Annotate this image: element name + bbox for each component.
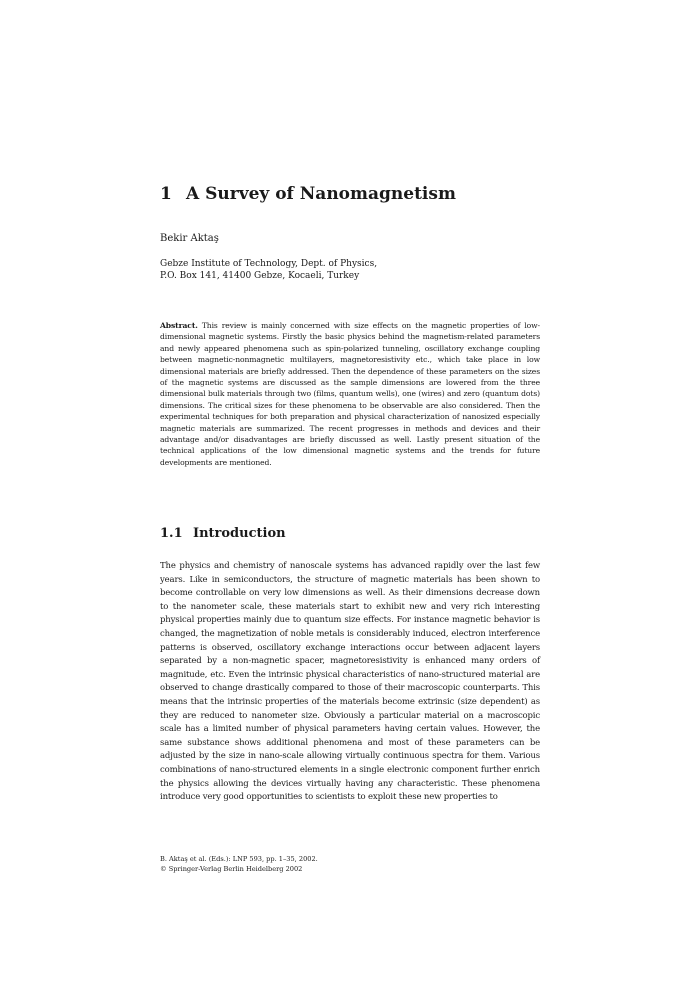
affiliation	[160, 258, 540, 282]
footnote-citation: B. Aktaş et al. (Eds.): LNP 593, pp. 1–35, 2002.	[160, 855, 318, 863]
author-name: Bekir Aktaş	[160, 233, 219, 244]
abstract-text: This review is mainly concerned with size effects on the magnetic properties of low-dimensional magnetic systems. Firstly the basic physics behind the magnetism-related parameters and newly appeared phenomena such as spin-polarized tunneling, oscillatory exchange coupling between magnetic-nonmagnetic multilayers, magnetoresistivity etc., which take place in low dimensional materials are briefly addressed. Then the dependence of these parameters on the sizes of the magnetic systems are discussed as the sample dimensions are lowered from the three dimensional bulk materials through two (films, quantum wells), one (wires) and zero (quantum dots) dimensions. The critical sizes for these phenomena to be observable are also considered. Then the experimental techniques for both preparation and physical characterization of nanosized especially magnetic materials are summarized. The recent progresses in methods and devices and their advantage and/or disadvantages are briefly discussed as well. Lastly present situation of the technical applications of the low dimensional magnetic systems and the trends for future developments are mentioned.	[160, 321, 540, 467]
abstract	[160, 320, 540, 468]
footnote	[160, 855, 540, 874]
chapter-number: 1	[160, 184, 172, 204]
affiliation-line-2: P.O. Box 141, 41400 Gebze, Kocaeli, Turkey	[160, 271, 360, 281]
body-paragraph: The physics and chemistry of nanoscale systems has advanced rapidly over the last few years. Like in semiconductors, the structure of magnetic materials has been shown to become controllable on very low dimensions as well. As their dimensions decrease down to the nanometer scale, these materials start to exhibit new and very rich interesting physical properties mainly due to quantum size effects. For instance magnetic behavior is changed, the magnetization of noble metals is considerably induced, electron interference patterns is observed, oscillatory exchange interactions occur between adjacent layers separated by a non-magnetic spacer, magnetoresistivity is enhanced many orders of magnitude, etc. Even the intrinsic physical characteristics of nano-structured material are observed to change drastically compared to those of their macroscopic counterparts. This means that the intrinsic properties of the materials become extrinsic (size dependent) as they are reduced to nanometer size. Obviously a particular material on a macroscopic scale has a limited number of physical parameters having certain values. However, the same substance shows additional phenomena and most of these parameters can be adjusted by the size in nano-scale allowing virtually continuous spectra for them. Various combinations of nano-structured elements in a single electronic component further enrich the physics allowing the devices virtually having any characteristic. These phenomena introduce very good opportunities to scientists to exploit these new properties to	[160, 561, 540, 803]
footnote-copyright: © Springer-Verlag Berlin Heidelberg 2002	[160, 864, 303, 873]
chapter-title-text: A Survey of Nanomagnetism	[186, 184, 456, 204]
abstract-label: Abstract.	[160, 321, 198, 330]
chapter-title	[160, 184, 560, 204]
section-heading	[160, 526, 540, 541]
section-number: 1.1	[160, 526, 183, 541]
section-title: Introduction	[193, 526, 286, 541]
affiliation-line-1: Gebze Institute of Technology, Dept. of Physics,	[160, 259, 378, 269]
